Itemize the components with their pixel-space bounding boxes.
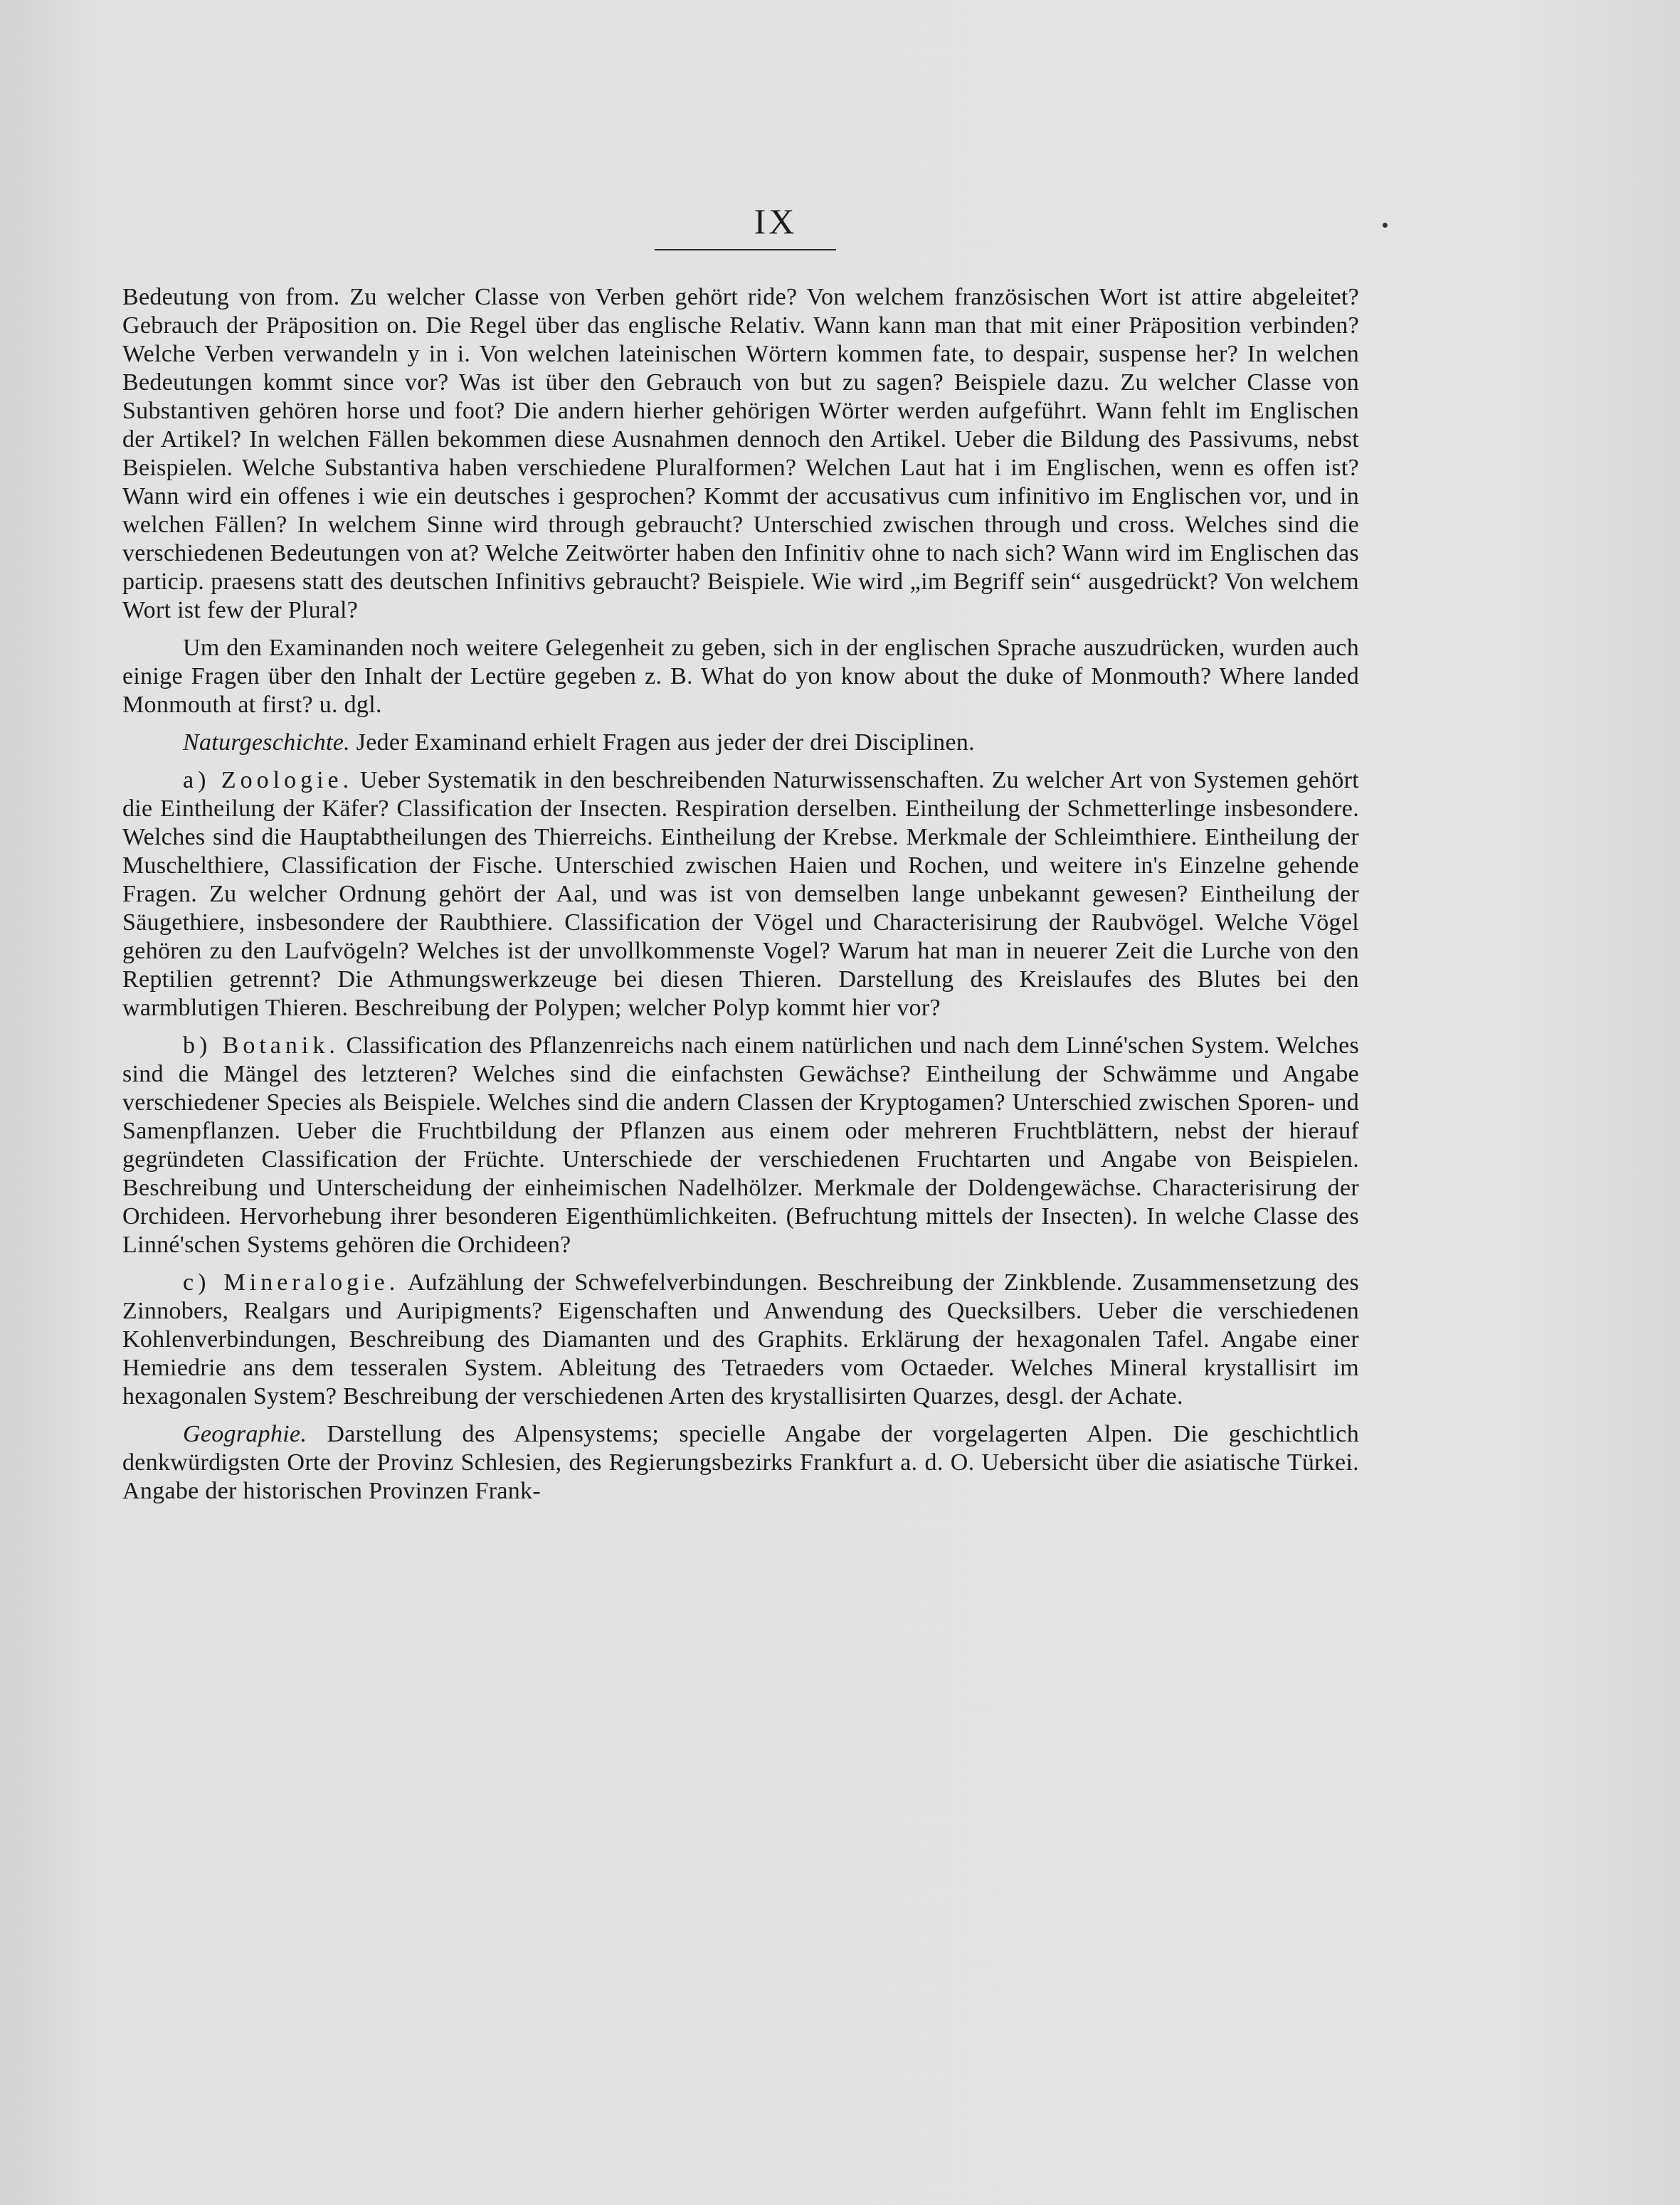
section-label-naturgeschichte: Naturgeschichte. [183,729,350,756]
mineralogie-text: Aufzählung der Schwefelverbindungen. Beschreibung der Zinkblende. Zusammensetzung des Zinnobers, Realgars und Auripigments? Eigenschaften und Anwendung des Quecksilbers. Ueber die verschiedenen Kohlenverbindungen, Beschreibung des Diamanten und des Graphits. Erklärung der hexagonalen Tafel. Angabe einer Hemiedrie ans dem tesseralen System. Ableitung des Tetraeders vom Octaeder. Welches Mineral krystallisirt im hexagonalen System? Beschreibung der verschiedenen Arten des krystallisirten Quarzes, desgl. der Achate. [122,1269,1360,1410]
paragraph-lecture-questions: Um den Examinanden noch weitere Gelegenheit zu geben, sich in der englischen Sprache auszudrücken, wurden auch einige Fragen über den Inhalt der Lectüre gegeben z. B. What do yon know about the duke of Monmouth? Where landed Monmouth at first? u. dgl. [122,635,1359,718]
paragraph-english-questions: Bedeutung von from. Zu welcher Classe von Verben gehört ride? Von welchem französischen Wort ist attire abgeleitet? Gebrauch der Präposition on. Die Regel über das englische Relativ. Wann kann man that mit einer Präposition verbinden? Welche Verben verwandeln y in i. Von welchen lateinischen Wörtern kommen fate, to despair, suspense her? In welchen Bedeutungen kommt since vor? Was ist über den Gebrauch von but zu sagen? Beispiele dazu. Zu welcher Classe von Substantiven gehören horse und foot? Die andern hierher gehörigen Wörter werden aufgeführt. Wann fehlt im Englischen der Artikel? In welchen Fällen bekommen diese Ausnahmen dennoch den Artikel. Ueber die Bildung des Passivums, nebst Beispielen. Welche Substantiva haben verschiedene Pluralformen? Welchen Laut hat i im Englischen, wenn es offen ist? Wann wird ein offenes i wie ein deutsches i gesprochen? Kommt der accusativus cum infinitivo im Englischen vor, und in welchen Fällen? In welchem Sinne wird through gebraucht? Unterschied zwischen through und cross. Welches sind die verschiedenen Bedeutungen von at? Welche Zeitwörter haben den Infinitiv ohne to nach sich? Wann wird im Englischen das particip. praesens statt des deutschen Infinitivs gebraucht? Beispiele. Wie wird „im Begriff sein“ ausgedrückt? Von welchem Wort ist few der Plural? [122,284,1359,623]
paragraph-botanik [122,1032,1359,1259]
paragraph-naturgeschichte [122,729,1359,757]
paragraph-zoologie [122,766,1359,1022]
section-label-geographie: Geographie. [183,1421,307,1447]
ink-speck [1383,223,1388,228]
section-label-botanik: b) Botanik. [183,1032,339,1059]
botanik-text: Classification des Pflanzenreichs nach einem natürlichen und nach dem Linné'schen System. Welches sind die Mängel des letzteren? Welches sind die einfachsten Gewächse? Eintheilung der Schwämme und Angabe verschiedener Species als Beispiele. Welches sind die andern Classen der Kryptogamen? Unterschied zwischen Sporen- und Samenpflanzen. Ueber die Fruchtbildung der Pflanzen aus einem oder mehreren Fruchtblättern, nebst der hierauf gegründeten Classification der Früchte. Unterschiede der verschiedenen Fruchtarten und Angabe von Beispielen. Beschreibung und Unterscheidung der einheimischen Nadelhölzer. Merkmale der Doldengewächse. Characterisirung der Orchideen. Hervorhebung ihrer besonderen Eigenthümlichkeiten. (Befruchtung mittels der Insecten). In welche Classe des Linné'schen Systems gehören die Orchideen? [122,1032,1359,1258]
zoologie-text: Ueber Systematik in den beschreibenden Naturwissenschaften. Zu welcher Art von Systemen gehört die Eintheilung der Käfer? Classification der Insecten. Respiration derselben. Eintheilung der Schmetterlinge insbesondere. Welches sind die Hauptabtheilungen des Thierreichs. Eintheilung der Krebse. Merkmale der Schleimthiere. Eintheilung der Muschelthiere, Classification der Fische. Unterschied zwischen Haien und Rochen, und weitere in's Einzelne gehende Fragen. Zu welcher Ordnung gehört der Aal, und was ist von demselben lange unbekannt gewesen? Eintheilung der Säugethiere, insbesondere der Raubthiere. Classification der Vögel und Characterisirung der Raubvögel. Welche Vögel gehören zu den Laufvögeln? Welches ist der unvollkommenste Vogel? Warum hat man in neuerer Zeit die Lurche von den Reptilien getrennt? Die Athmungswerkzeuge bei diesen Thieren. Darstellung des Kreislaufes des Blutes bei den warmblutigen Thieren. Beschreibung der Polypen; welcher Polyp kommt hier vor? [122,767,1359,1021]
geographie-text: Darstellung des Alpensystems; specielle Angabe der vorgelagerten Alpen. Die geschichtlich denkwürdigsten Orte der Provinz Schlesien, des Regierungsbezirks Frankfurt a. d. O. Uebersicht über die asiatische Türkei. Angabe der historischen Provinzen Frank- [122,1421,1359,1504]
section-label-mineralogie: c) Mineralogie. [183,1269,400,1296]
header-rule [655,249,836,250]
naturgeschichte-text: Jeder Examinand erhielt Fragen aus jeder der drei Disciplinen. [356,729,975,756]
page-number: IX [754,201,798,241]
section-label-zoologie: a) Zoologie. [183,767,354,793]
body-text [122,283,1359,1506]
paragraph-mineralogie [122,1269,1359,1411]
paragraph-geographie [122,1420,1359,1506]
